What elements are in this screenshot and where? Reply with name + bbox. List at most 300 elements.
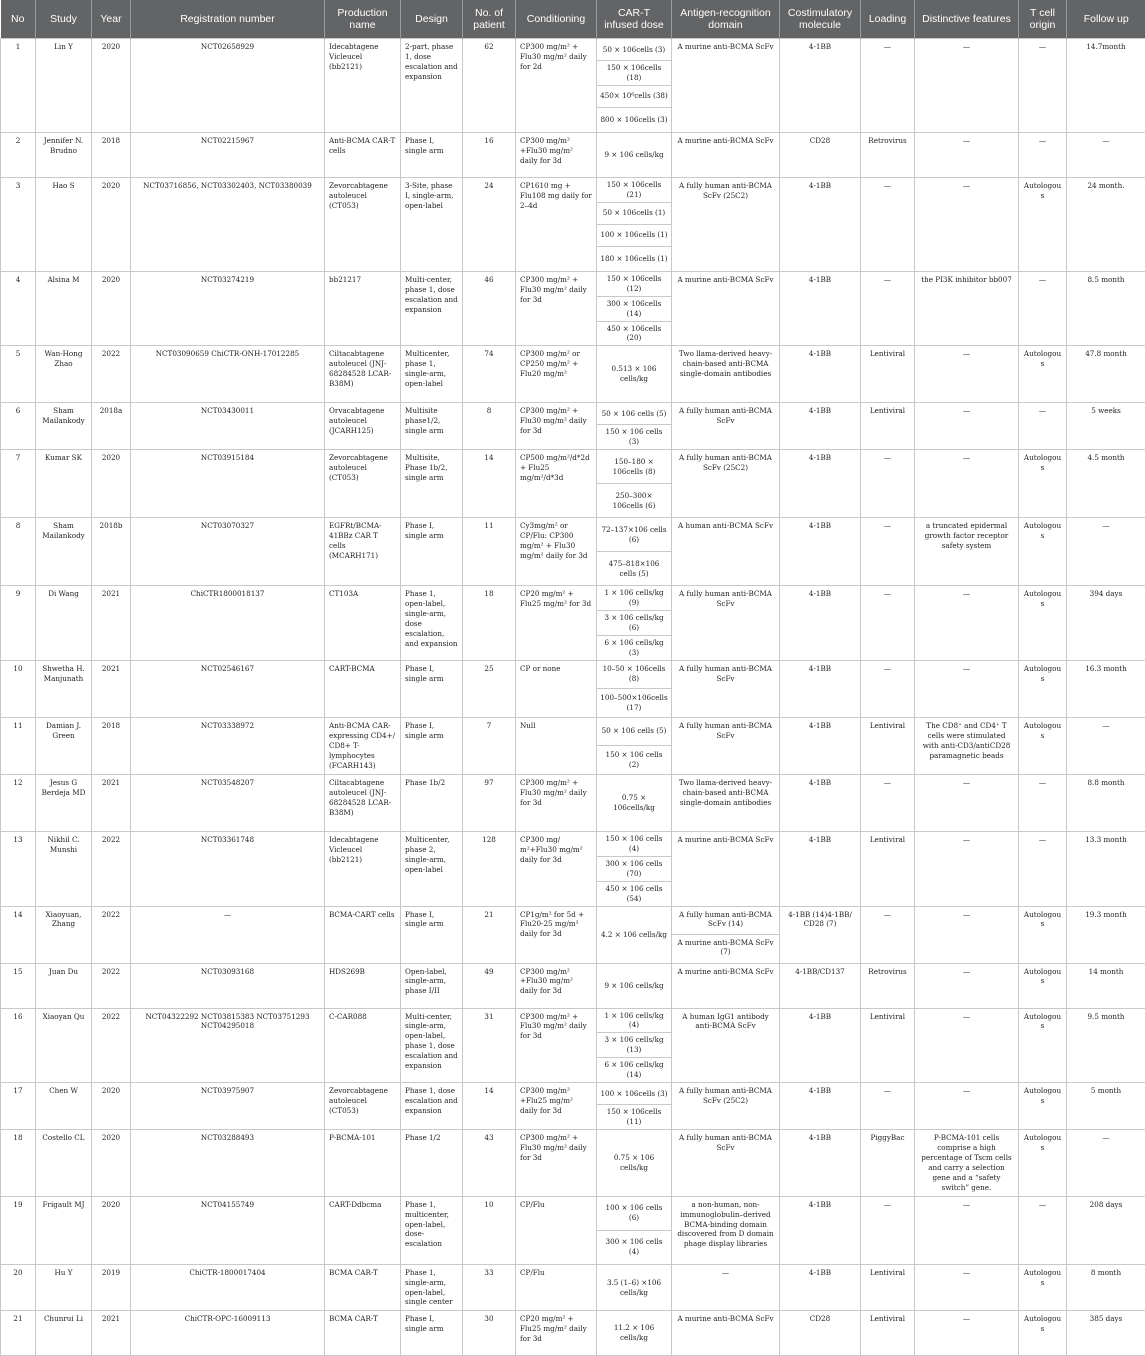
cell-study: Nikhil C. Munshi [36, 831, 92, 906]
cell-study: Lin Y [36, 39, 92, 133]
cell-production-name: Anti-BCMA CAR-expressing CD4+/ CD8+ T-lymphocytes (FCARH143) [325, 717, 401, 774]
cell-antigen: a non-human, non-immunoglobulin–derived BCMA-binding domain discovered from D domain phage display libraries [672, 1196, 780, 1264]
cell-registration: NCT03430011 [131, 403, 325, 450]
cell-design: Phase I, single arm [401, 1311, 463, 1356]
cell-patients: 128 [463, 831, 516, 906]
cell-patients: 18 [463, 586, 516, 661]
cell-loading: Retrovirus [861, 132, 915, 177]
cell-production-name: BCMA-CART cells [325, 906, 401, 963]
cell-production-name: Zevorcabtagene autoleucel (CT053) [325, 1083, 401, 1130]
cell-design: Phase 1, single-arm, open-label, single center [401, 1264, 463, 1311]
cell-costimulatory: 4-1BB [780, 271, 861, 346]
cell-patients: 21 [463, 906, 516, 963]
table-row [1, 403, 1145, 425]
cell-dose: 3 × 106 cells/kg (13) [597, 1033, 672, 1058]
cell-study: Chen W [36, 1083, 92, 1130]
cell-costimulatory: 4-1BB [780, 1130, 861, 1197]
cell-no: 1 [1, 39, 36, 133]
column-header: Design [401, 0, 463, 39]
table-row [1, 1264, 1145, 1311]
cell-patients: 24 [463, 177, 516, 271]
cell-loading: Lentiviral [861, 831, 915, 906]
cell-features: — [915, 1083, 1019, 1130]
cell-registration: NCT03090659 ChiCTR-ONH-17012285 [131, 346, 325, 403]
cell-year: 2022 [92, 1008, 131, 1083]
cell-study: Di Wang [36, 586, 92, 661]
cell-loading: — [861, 177, 915, 271]
cell-production-name: CART-Ddbcma [325, 1196, 401, 1264]
cell-t-cell-origin: Autologous [1019, 963, 1067, 1008]
cell-costimulatory: 4-1BB [780, 1083, 861, 1130]
cell-antigen: Two llama-derived heavy-chain-based anti-BCMA single-domain antibodies [672, 346, 780, 403]
cell-features: — [915, 450, 1019, 518]
cell-dose: 0.75 × 106 cells/kg [597, 1130, 672, 1197]
cell-costimulatory: 4-1BB [780, 177, 861, 271]
cell-features: The CD8⁺ and CD4⁺ T cells were stimulated with anti-CD3/antiCD28 paramagnetic beads [915, 717, 1019, 774]
cell-no: 18 [1, 1130, 36, 1197]
cell-dose: 150 × 106cells (12) [597, 271, 672, 296]
cell-year: 2020 [92, 1083, 131, 1130]
cell-dose: 250–300× 106cells (6) [597, 484, 672, 518]
cell-follow-up: 8.5 month [1067, 271, 1145, 346]
column-header: Follow up [1067, 0, 1145, 39]
cell-costimulatory: 4-1BB [780, 831, 861, 906]
cell-antigen: A fully human anti-BCMA ScFv (14) [672, 906, 780, 934]
cell-conditioning: CP1g/m² for 5d + Flu20-25 mg/m² daily for 3d [516, 906, 597, 963]
cell-year: 2018b [92, 518, 131, 586]
cell-dose: 150 × 106 cells (4) [597, 831, 672, 856]
cell-conditioning: CP20 mg/m² + Flu25 mg/m² for 3d [516, 586, 597, 661]
cell-no: 16 [1, 1008, 36, 1083]
cell-costimulatory: 4-1BB/CD137 [780, 963, 861, 1008]
cell-t-cell-origin: Autologous [1019, 1264, 1067, 1311]
cell-antigen: A murine anti-BCMA ScFv [672, 39, 780, 133]
cell-conditioning: CP300 mg/m² + Flu30 mg/m² daily for 3d [516, 1008, 597, 1083]
cell-production-name: Orvacabtagene autoleucel (JCARH125) [325, 403, 401, 450]
cell-antigen: A fully human anti-BCMA ScFv (25C2) [672, 177, 780, 271]
cell-no: 17 [1, 1083, 36, 1130]
cell-study: Alsina M [36, 271, 92, 346]
cell-no: 6 [1, 403, 36, 450]
cell-antigen: A fully human anti-BCMA ScFv [672, 586, 780, 661]
cell-dose: 50 × 106 cells (5) [597, 717, 672, 745]
cell-conditioning: CP300 mg/m² + Flu30 mg/m² daily for 2d [516, 39, 597, 133]
cell-year: 2022 [92, 963, 131, 1008]
cell-study: Chunrui Li [36, 1311, 92, 1356]
cell-registration: NCT04155749 [131, 1196, 325, 1264]
cell-features: a truncated epidermal growth factor receptor safety system [915, 518, 1019, 586]
cell-dose: 150 × 106cells (11) [597, 1105, 672, 1130]
cell-dose: 450× 10⁶cells (38) [597, 85, 672, 107]
cell-study: Frigault MJ [36, 1196, 92, 1264]
cell-dose: 3.5 (1–6) ×106 cells/kg [597, 1264, 672, 1311]
column-header: Costimulatory molecule [780, 0, 861, 39]
cell-t-cell-origin: — [1019, 271, 1067, 346]
cell-production-name: EGFRt/BCMA-41BBz CAR T cells (MCARH171) [325, 518, 401, 586]
cell-dose: 10–50 × 106cells (8) [597, 660, 672, 688]
cell-patients: 31 [463, 1008, 516, 1083]
cell-no: 11 [1, 717, 36, 774]
cell-loading: — [861, 774, 915, 831]
cell-t-cell-origin: — [1019, 132, 1067, 177]
cell-loading: — [861, 1083, 915, 1130]
table-row [1, 1196, 1145, 1230]
cell-registration: ChiCTR1800018137 [131, 586, 325, 661]
cell-no: 15 [1, 963, 36, 1008]
cell-features: — [915, 906, 1019, 963]
cell-t-cell-origin: Autologous [1019, 1083, 1067, 1130]
cell-patients: 10 [463, 1196, 516, 1264]
cell-dose: 11.2 × 106 cells/kg [597, 1311, 672, 1356]
cell-dose: 50 × 106cells (1) [597, 202, 672, 224]
column-header: T cell origin [1019, 0, 1067, 39]
cell-dose: 72–137×106 cells (6) [597, 518, 672, 552]
cell-design: Multicenter, phase 2, single-arm, open-label [401, 831, 463, 906]
cell-registration: ChiCTR-OPC-16009113 [131, 1311, 325, 1356]
cell-patients: 14 [463, 450, 516, 518]
cell-follow-up: 24 month. [1067, 177, 1145, 271]
cell-follow-up: 5 month [1067, 1083, 1145, 1130]
cell-t-cell-origin: Autologous [1019, 1008, 1067, 1083]
table-row [1, 346, 1145, 403]
cell-no: 7 [1, 450, 36, 518]
cell-registration: NCT03548207 [131, 774, 325, 831]
cell-production-name: Zevorcabtagene autoleucel (CT053) [325, 450, 401, 518]
cell-conditioning: CP300 mg/m² + Flu30 mg/m² daily for 3d [516, 1130, 597, 1197]
cell-loading: — [861, 518, 915, 586]
table-row [1, 271, 1145, 296]
cell-costimulatory: CD28 [780, 1311, 861, 1356]
cell-conditioning: CP/Flu [516, 1196, 597, 1264]
cell-features: — [915, 1196, 1019, 1264]
cell-study: Juan Du [36, 963, 92, 1008]
cell-conditioning: CP300 mg/m² +Flu25 mg/m² daily for 3d [516, 1083, 597, 1130]
cell-no: 3 [1, 177, 36, 271]
cell-patients: 97 [463, 774, 516, 831]
cell-no: 14 [1, 906, 36, 963]
table-row [1, 717, 1145, 745]
cell-year: 2022 [92, 346, 131, 403]
cell-follow-up: — [1067, 132, 1145, 177]
cell-year: 2019 [92, 1264, 131, 1311]
cell-t-cell-origin: Autologous [1019, 717, 1067, 774]
cell-registration: NCT03975907 [131, 1083, 325, 1130]
cell-conditioning: CP20 mg/m² + Flu25 mg/m² daily for 3d [516, 1311, 597, 1356]
cell-production-name: Ciltacabtagene autoleucel (JNJ-68284528 LCAR-B38M) [325, 346, 401, 403]
cell-patients: 43 [463, 1130, 516, 1197]
cell-loading: Lentiviral [861, 403, 915, 450]
cell-loading: — [861, 906, 915, 963]
cell-design: Phase 1b/2 [401, 774, 463, 831]
cell-design: Multisite phase1/2, single arm [401, 403, 463, 450]
cell-year: 2022 [92, 831, 131, 906]
column-header: Study [36, 0, 92, 39]
cell-features: — [915, 1264, 1019, 1311]
cell-dose: 150 × 106cells (18) [597, 61, 672, 86]
cell-year: 2021 [92, 1311, 131, 1356]
table-row [1, 660, 1145, 688]
cell-patients: 46 [463, 271, 516, 346]
cell-dose: 9 × 106 cells/kg [597, 963, 672, 1008]
table-row [1, 963, 1145, 1008]
cell-loading: — [861, 1196, 915, 1264]
cell-patients: 33 [463, 1264, 516, 1311]
cell-loading: — [861, 271, 915, 346]
cell-production-name: Zevorcabtagene autoleucel (CT053) [325, 177, 401, 271]
cell-design: Phase 1, multicenter, open-label, dose-escalation [401, 1196, 463, 1264]
cell-features: — [915, 39, 1019, 133]
cell-patients: 16 [463, 132, 516, 177]
cell-conditioning: CP300 mg/ m²+Flu30 mg/m² daily for 3d [516, 831, 597, 906]
cell-study: Xiaoyuan, Zhang [36, 906, 92, 963]
cell-features: — [915, 346, 1019, 403]
column-header: CAR-T infused dose [597, 0, 672, 39]
table-row [1, 831, 1145, 856]
cell-loading: — [861, 450, 915, 518]
cell-production-name: BCMA CAR-T [325, 1311, 401, 1356]
cell-follow-up: 14 month [1067, 963, 1145, 1008]
cell-follow-up: 13.3 month [1067, 831, 1145, 906]
cell-loading: Lentiviral [861, 1008, 915, 1083]
cell-year: 2020 [92, 1130, 131, 1197]
cell-t-cell-origin: Autologous [1019, 518, 1067, 586]
cell-registration: NCT03338972 [131, 717, 325, 774]
column-header: Distinctive features [915, 0, 1019, 39]
cell-year: 2020 [92, 1196, 131, 1264]
cell-patients: 11 [463, 518, 516, 586]
cell-design: Multi-center, phase 1, dose escalation and expansion [401, 271, 463, 346]
cell-production-name: CART-BCMA [325, 660, 401, 717]
cell-registration: NCT03274219 [131, 271, 325, 346]
cell-registration: NCT02658929 [131, 39, 325, 133]
cell-dose: 100 × 106cells (1) [597, 224, 672, 246]
cell-features: — [915, 177, 1019, 271]
cell-year: 2018a [92, 403, 131, 450]
cell-antigen: A fully human anti-BCMA ScFv [672, 660, 780, 717]
cell-patients: 8 [463, 403, 516, 450]
cell-dose: 475–818×106 cells (5) [597, 552, 672, 586]
cell-no: 8 [1, 518, 36, 586]
cell-antigen: A fully human anti-BCMA ScFv (25C2) [672, 1083, 780, 1130]
cell-production-name: CT103A [325, 586, 401, 661]
cell-features: P-BCMA-101 cells comprise a high percentage of Tscm cells and carry a selection gene and a “safety switch” gene. [915, 1130, 1019, 1197]
cell-study: Costello CL [36, 1130, 92, 1197]
cell-conditioning: Null [516, 717, 597, 774]
cell-study: Damian J. Green [36, 717, 92, 774]
cell-registration: NCT04322292 NCT03815383 NCT03751293 NCT04295018 [131, 1008, 325, 1083]
cell-no: 4 [1, 271, 36, 346]
table-row [1, 518, 1145, 552]
cell-costimulatory: CD28 [780, 132, 861, 177]
cell-t-cell-origin: — [1019, 403, 1067, 450]
cell-features: — [915, 774, 1019, 831]
cell-no: 2 [1, 132, 36, 177]
cell-registration: ChiCTR-1800017404 [131, 1264, 325, 1311]
table-row [1, 132, 1145, 177]
cell-dose: 100–500×106cells (17) [597, 688, 672, 717]
table-row [1, 1311, 1145, 1356]
cell-costimulatory: 4-1BB [780, 1264, 861, 1311]
cell-dose: 3 × 106 cells/kg (6) [597, 611, 672, 636]
cell-dose: 50 × 106cells (3) [597, 39, 672, 61]
cell-follow-up: 394 days [1067, 586, 1145, 661]
cell-design: Phase I, single arm [401, 906, 463, 963]
cell-t-cell-origin: Autologous [1019, 906, 1067, 963]
cell-study: Kumar SK [36, 450, 92, 518]
column-header: Registration number [131, 0, 325, 39]
cell-follow-up: — [1067, 1130, 1145, 1197]
cell-dose: 800 × 106cells (3) [597, 107, 672, 132]
cell-t-cell-origin: Autologous [1019, 1311, 1067, 1356]
cell-study: Sham Mailankody [36, 403, 92, 450]
cell-features: — [915, 132, 1019, 177]
cell-dose: 4.2 × 106 cells/kg [597, 906, 672, 963]
cell-conditioning: CP300 mg/m² + Flu30 mg/m² daily for 3d [516, 403, 597, 450]
cell-costimulatory: 4-1BB (14)4-1BB/ CD28 (7) [780, 906, 861, 963]
cell-dose: 300 × 106 cells (4) [597, 1230, 672, 1264]
cell-dose: 50 × 106 cells (5) [597, 403, 672, 425]
cell-features: — [915, 1008, 1019, 1083]
cell-antigen: — [672, 1264, 780, 1311]
cell-follow-up: — [1067, 717, 1145, 774]
cell-year: 2021 [92, 586, 131, 661]
cell-patients: 7 [463, 717, 516, 774]
cell-study: Hao S [36, 177, 92, 271]
cell-design: Phase I, single arm [401, 132, 463, 177]
cell-dose: 9 × 106 cells/kg [597, 132, 672, 177]
table-row [1, 1130, 1145, 1197]
cell-follow-up: 16.3 month [1067, 660, 1145, 717]
cell-antigen: A murine anti-BCMA ScFv [672, 963, 780, 1008]
table-row [1, 906, 1145, 934]
cell-production-name: Ciltacabtagene autoleucel (JNJ-68284528 LCAR-B38M) [325, 774, 401, 831]
cell-no: 10 [1, 660, 36, 717]
cell-features: — [915, 403, 1019, 450]
cell-follow-up: 19.3 month [1067, 906, 1145, 963]
cell-follow-up: 5 weeks [1067, 403, 1145, 450]
cell-features: — [915, 831, 1019, 906]
cell-design: 3-Site, phase I, single-arm, open-label [401, 177, 463, 271]
cell-t-cell-origin: — [1019, 39, 1067, 133]
table-row [1, 177, 1145, 202]
cell-no: 9 [1, 586, 36, 661]
cell-design: Phase 1/2 [401, 1130, 463, 1197]
cell-antigen: A murine anti-BCMA ScFv [672, 831, 780, 906]
cell-study: Xiaoyan Qu [36, 1008, 92, 1083]
cell-follow-up: 4.5 month [1067, 450, 1145, 518]
cell-registration: NCT03070327 [131, 518, 325, 586]
cell-design: Phase I, single arm [401, 518, 463, 586]
cell-follow-up: 14.7month [1067, 39, 1145, 133]
cell-dose: 0.75 × 106cells/kg [597, 774, 672, 831]
table-row [1, 586, 1145, 611]
cell-conditioning: CP500 mg/m²/d*2d + Flu25 mg/m²/d*3d [516, 450, 597, 518]
cell-dose: 180 × 106cells (1) [597, 246, 672, 271]
cell-follow-up: 8 month [1067, 1264, 1145, 1311]
cell-antigen: A fully human anti-BCMA ScFv [672, 1130, 780, 1197]
cell-t-cell-origin: — [1019, 774, 1067, 831]
cell-production-name: HDS269B [325, 963, 401, 1008]
cell-registration: NCT03288493 [131, 1130, 325, 1197]
table-row [1, 450, 1145, 484]
cell-conditioning: CP300 mg/m² + Flu30 mg/m² daily for 3d [516, 271, 597, 346]
cell-registration: NCT03716856, NCT03302403, NCT03380039 [131, 177, 325, 271]
cell-conditioning: CP/Flu [516, 1264, 597, 1311]
cell-t-cell-origin: Autologous [1019, 450, 1067, 518]
cell-dose: 150 × 106 cells (3) [597, 425, 672, 450]
cell-year: 2021 [92, 660, 131, 717]
table-row [1, 39, 1145, 61]
cell-antigen: A human anti-BCMA ScFv [672, 518, 780, 586]
cell-follow-up: — [1067, 518, 1145, 586]
cell-dose: 1 × 106 cells/kg (4) [597, 1008, 672, 1033]
cell-antigen: A fully human anti-BCMA ScFv [672, 717, 780, 774]
cell-conditioning: Cy3mg/m² or CP/Flu: CP300 mg/m² + Flu30 mg/m² daily for 3d [516, 518, 597, 586]
cell-t-cell-origin: Autologous [1019, 346, 1067, 403]
cell-features: — [915, 586, 1019, 661]
cell-dose: 0.513 × 106 cells/kg [597, 346, 672, 403]
table-row [1, 1008, 1145, 1033]
cell-year: 2020 [92, 177, 131, 271]
cell-loading: Lentiviral [861, 1264, 915, 1311]
cell-design: Phase 1, open-label, single-arm, dose escalation, and expansion [401, 586, 463, 661]
cell-design: 2-part, phase 1, dose escalation and expansion [401, 39, 463, 133]
column-header: Conditioning [516, 0, 597, 39]
cell-follow-up: 47.8 month [1067, 346, 1145, 403]
cell-dose: 150 × 106cells (21) [597, 177, 672, 202]
cell-production-name: BCMA CAR-T [325, 1264, 401, 1311]
cell-no: 13 [1, 831, 36, 906]
column-header: Antigen-recognition domain [672, 0, 780, 39]
cell-costimulatory: 4-1BB [780, 346, 861, 403]
cell-features: — [915, 963, 1019, 1008]
cell-production-name: bb21217 [325, 271, 401, 346]
cell-loading: — [861, 586, 915, 661]
cell-antigen: A fully human anti-BCMA ScFv (25C2) [672, 450, 780, 518]
cell-study: Jennifer N. Brudno [36, 132, 92, 177]
cell-features: the PI3K inhibitor bb007 [915, 271, 1019, 346]
cell-registration: NCT03093168 [131, 963, 325, 1008]
column-header: No. of patient [463, 0, 516, 39]
cell-loading: PiggyBac [861, 1130, 915, 1197]
cell-conditioning: CP or none [516, 660, 597, 717]
cell-no: 21 [1, 1311, 36, 1356]
cell-year: 2021 [92, 774, 131, 831]
column-header: No [1, 0, 36, 39]
cell-conditioning: CP300 mg/m² +Flu30 mg/m² daily for 3d [516, 963, 597, 1008]
cell-antigen: A murine anti-BCMA ScFv [672, 271, 780, 346]
cell-follow-up: 385 days [1067, 1311, 1145, 1356]
cell-loading: Lentiviral [861, 717, 915, 774]
cell-year: 2020 [92, 450, 131, 518]
cell-antigen: A murine anti-BCMA ScFv [672, 1311, 780, 1356]
cell-follow-up: 208 days [1067, 1196, 1145, 1264]
cell-patients: 25 [463, 660, 516, 717]
cell-costimulatory: 4-1BB [780, 39, 861, 133]
cell-t-cell-origin: — [1019, 831, 1067, 906]
cell-conditioning: CP300 mg/m² or CP250 mg/m² + Flu20 mg/m² [516, 346, 597, 403]
cell-costimulatory: 4-1BB [780, 774, 861, 831]
cell-costimulatory: 4-1BB [780, 660, 861, 717]
cell-follow-up: 9.5 month [1067, 1008, 1145, 1083]
cell-conditioning: CP300 mg/m² + Flu30 mg/m² daily for 3d [516, 774, 597, 831]
cell-dose: 150 × 106 cells (2) [597, 745, 672, 774]
column-header: Loading [861, 0, 915, 39]
cell-design: Phase 1, dose escalation and expansion [401, 1083, 463, 1130]
cell-design: Phase I, single arm [401, 717, 463, 774]
cell-year: 2018 [92, 717, 131, 774]
cell-costimulatory: 4-1BB [780, 518, 861, 586]
